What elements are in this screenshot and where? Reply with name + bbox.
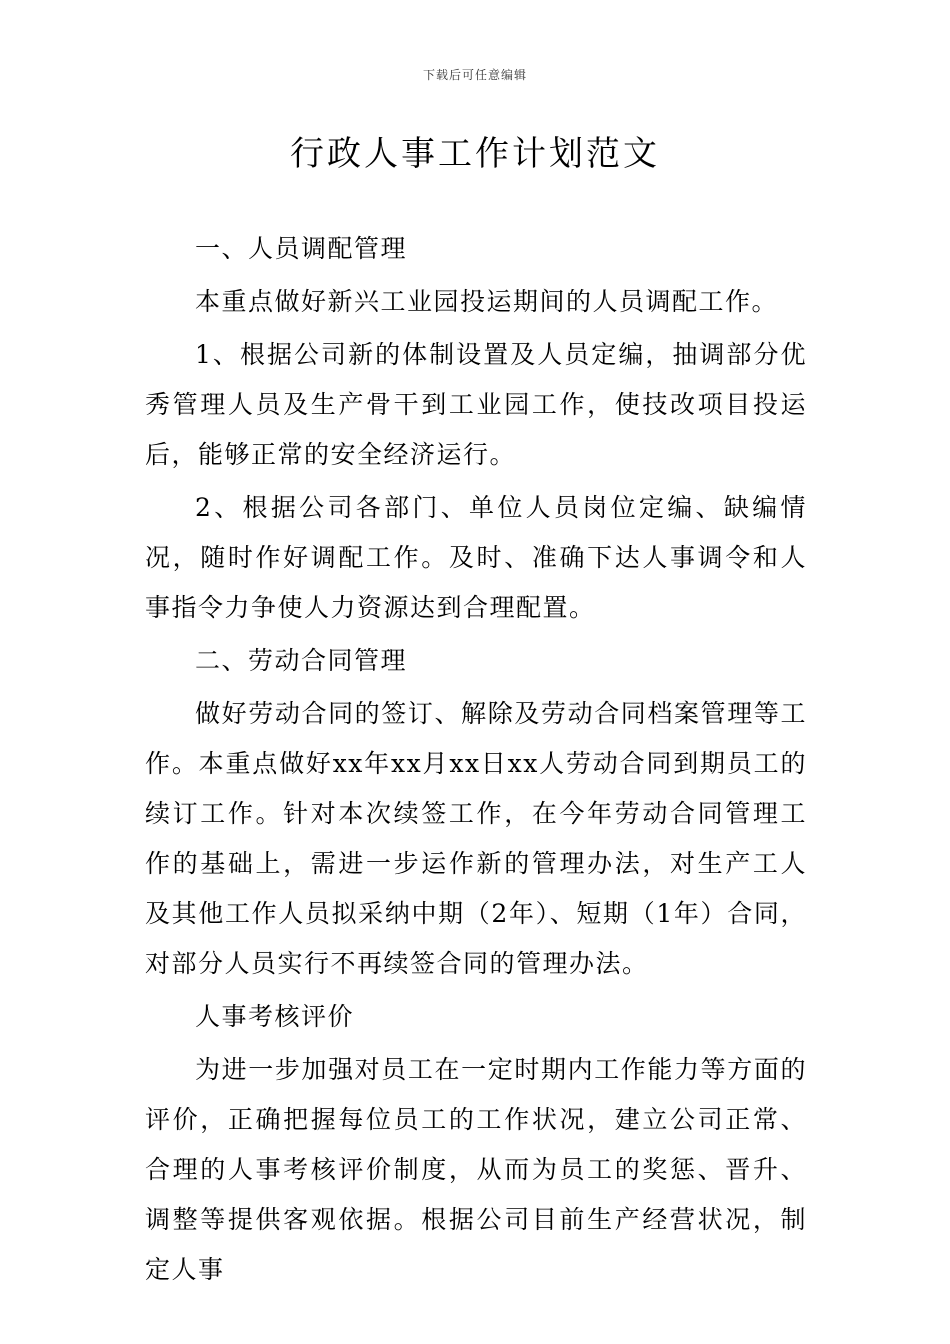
section-heading-contracts: 二、劳动合同管理 [195, 646, 408, 675]
header-note: 下载后可任意编辑 [422, 68, 527, 82]
section-heading-evaluation: 人事考核评价 [195, 1002, 355, 1031]
paragraph-staffing-item-1: 1、根据公司新的体制设置及人员定编，抽调部分优秀管理人员及生产骨干到工业园工作，使技改项目投运后，能够正常的安全经济运行。 [145, 340, 807, 469]
document-title: 行政人事工作计划范文 [290, 134, 660, 174]
paragraph-evaluation: 为进一步加强对员工在一定时期内工作能力等方面的评价，正确把握每位员工的工作状况，建立公司正常、合理的人事考核评价制度，从而为员工的奖惩、晋升、调整等提供客观依据。根据公司目前生产经营状况，制定人事 [145, 1055, 807, 1284]
paragraph-staffing-item-2: 2、根据公司各部门、单位人员岗位定编、缺编情况，随时作好调配工作。及时、准确下达人事调令和人事指令力争使人力资源达到合理配置。 [145, 493, 807, 622]
paragraph-staffing-intro: 本重点做好新兴工业园投运期间的人员调配工作。 [195, 287, 779, 316]
document-body [145, 224, 807, 1295]
section-heading-staffing: 一、人员调配管理 [195, 234, 408, 263]
paragraph-contracts: 做好劳动合同的签订、解除及劳动合同档案管理等工作。本重点做好xx年xx月xx日xx人劳动合同到期员工的续订工作。针对本次续签工作，在今年劳动合同管理工作的基础上，需进一步运作新的管理办法，对生产工人及其他工作人员拟采纳中期（2年）、短期（1年）合同，对部分人员实行不再续签合同的管理办法。 [145, 699, 807, 978]
